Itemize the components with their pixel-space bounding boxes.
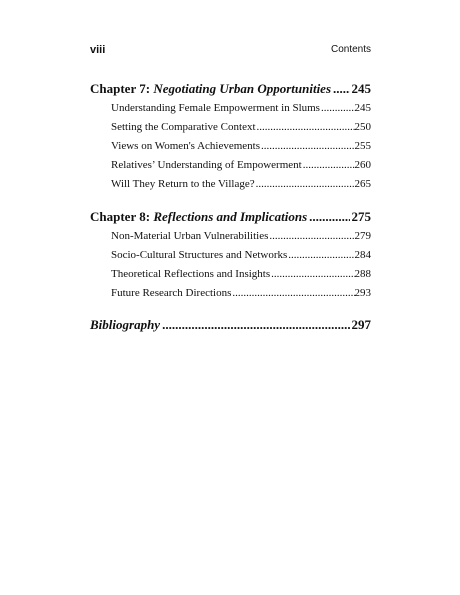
- bibliography-name: Bibliography: [90, 317, 161, 332]
- toc-section[interactable]: [90, 99, 371, 118]
- chapter-title: [90, 79, 331, 99]
- toc-chapter-8[interactable]: [90, 207, 371, 227]
- dot-leader: [321, 99, 355, 118]
- dot-leader: [309, 207, 349, 227]
- dot-leader: [271, 265, 354, 284]
- toc-section[interactable]: [90, 175, 371, 194]
- chapter-prefix: Chapter 7:: [90, 81, 154, 96]
- section-title: Views on Women's Achievements: [111, 140, 261, 152]
- chapter-page-number: 245: [351, 81, 371, 96]
- table-of-contents: [90, 79, 371, 335]
- toc-section[interactable]: [90, 284, 371, 303]
- toc-section[interactable]: [90, 137, 371, 156]
- toc-section[interactable]: [90, 265, 371, 284]
- section-title: Will They Return to the Village?: [111, 178, 255, 190]
- page-number: viii: [90, 44, 106, 56]
- section-title: Future Research Directions: [111, 287, 232, 299]
- running-head: Contents: [330, 44, 371, 55]
- section-page-number: 279: [354, 230, 371, 242]
- section-title: Relatives’ Understanding of Empowerment: [111, 159, 302, 171]
- section-title: Socio-Cultural Structures and Networks: [111, 249, 288, 261]
- toc-chapter-7[interactable]: [90, 79, 371, 99]
- section-page-number: 260: [354, 159, 371, 171]
- bibliography-title: [90, 315, 160, 335]
- section-title: Non-Material Urban Vulnerabilities: [111, 230, 269, 242]
- chapter-name: Reflections and Implications: [153, 209, 308, 224]
- spacer: [90, 194, 371, 207]
- dot-leader: [256, 175, 355, 194]
- chapter-page-number: 275: [351, 209, 371, 224]
- spacer: [90, 303, 371, 315]
- toc-section[interactable]: [90, 246, 371, 265]
- section-page-number: 284: [354, 249, 371, 261]
- toc-section[interactable]: [90, 227, 371, 246]
- dot-leader: [333, 79, 349, 99]
- section-page-number: 293: [354, 287, 371, 299]
- dot-leader: [162, 315, 349, 335]
- dot-leader: [288, 246, 354, 265]
- dot-leader: [257, 118, 355, 137]
- toc-section[interactable]: [90, 118, 371, 137]
- toc-bibliography[interactable]: [90, 315, 371, 335]
- section-page-number: 250: [354, 121, 371, 133]
- section-title: Theoretical Reflections and Insights: [111, 268, 271, 280]
- section-page-number: 255: [354, 140, 371, 152]
- chapter-name: Negotiating Urban Opportunities: [153, 81, 332, 96]
- toc-section[interactable]: [90, 156, 371, 175]
- section-title: Understanding Female Empowerment in Slums: [111, 102, 320, 114]
- dot-leader: [232, 284, 354, 303]
- dot-leader: [261, 137, 354, 156]
- chapter-prefix: Chapter 8:: [90, 209, 154, 224]
- bibliography-page-number: 297: [351, 317, 371, 332]
- section-page-number: 245: [354, 102, 371, 114]
- dot-leader: [269, 227, 354, 246]
- section-page-number: 265: [354, 178, 371, 190]
- page-header: [90, 44, 371, 60]
- chapter-title: [90, 207, 307, 227]
- section-title: Setting the Comparative Context: [111, 121, 256, 133]
- dot-leader: [303, 156, 355, 175]
- section-page-number: 288: [354, 268, 371, 280]
